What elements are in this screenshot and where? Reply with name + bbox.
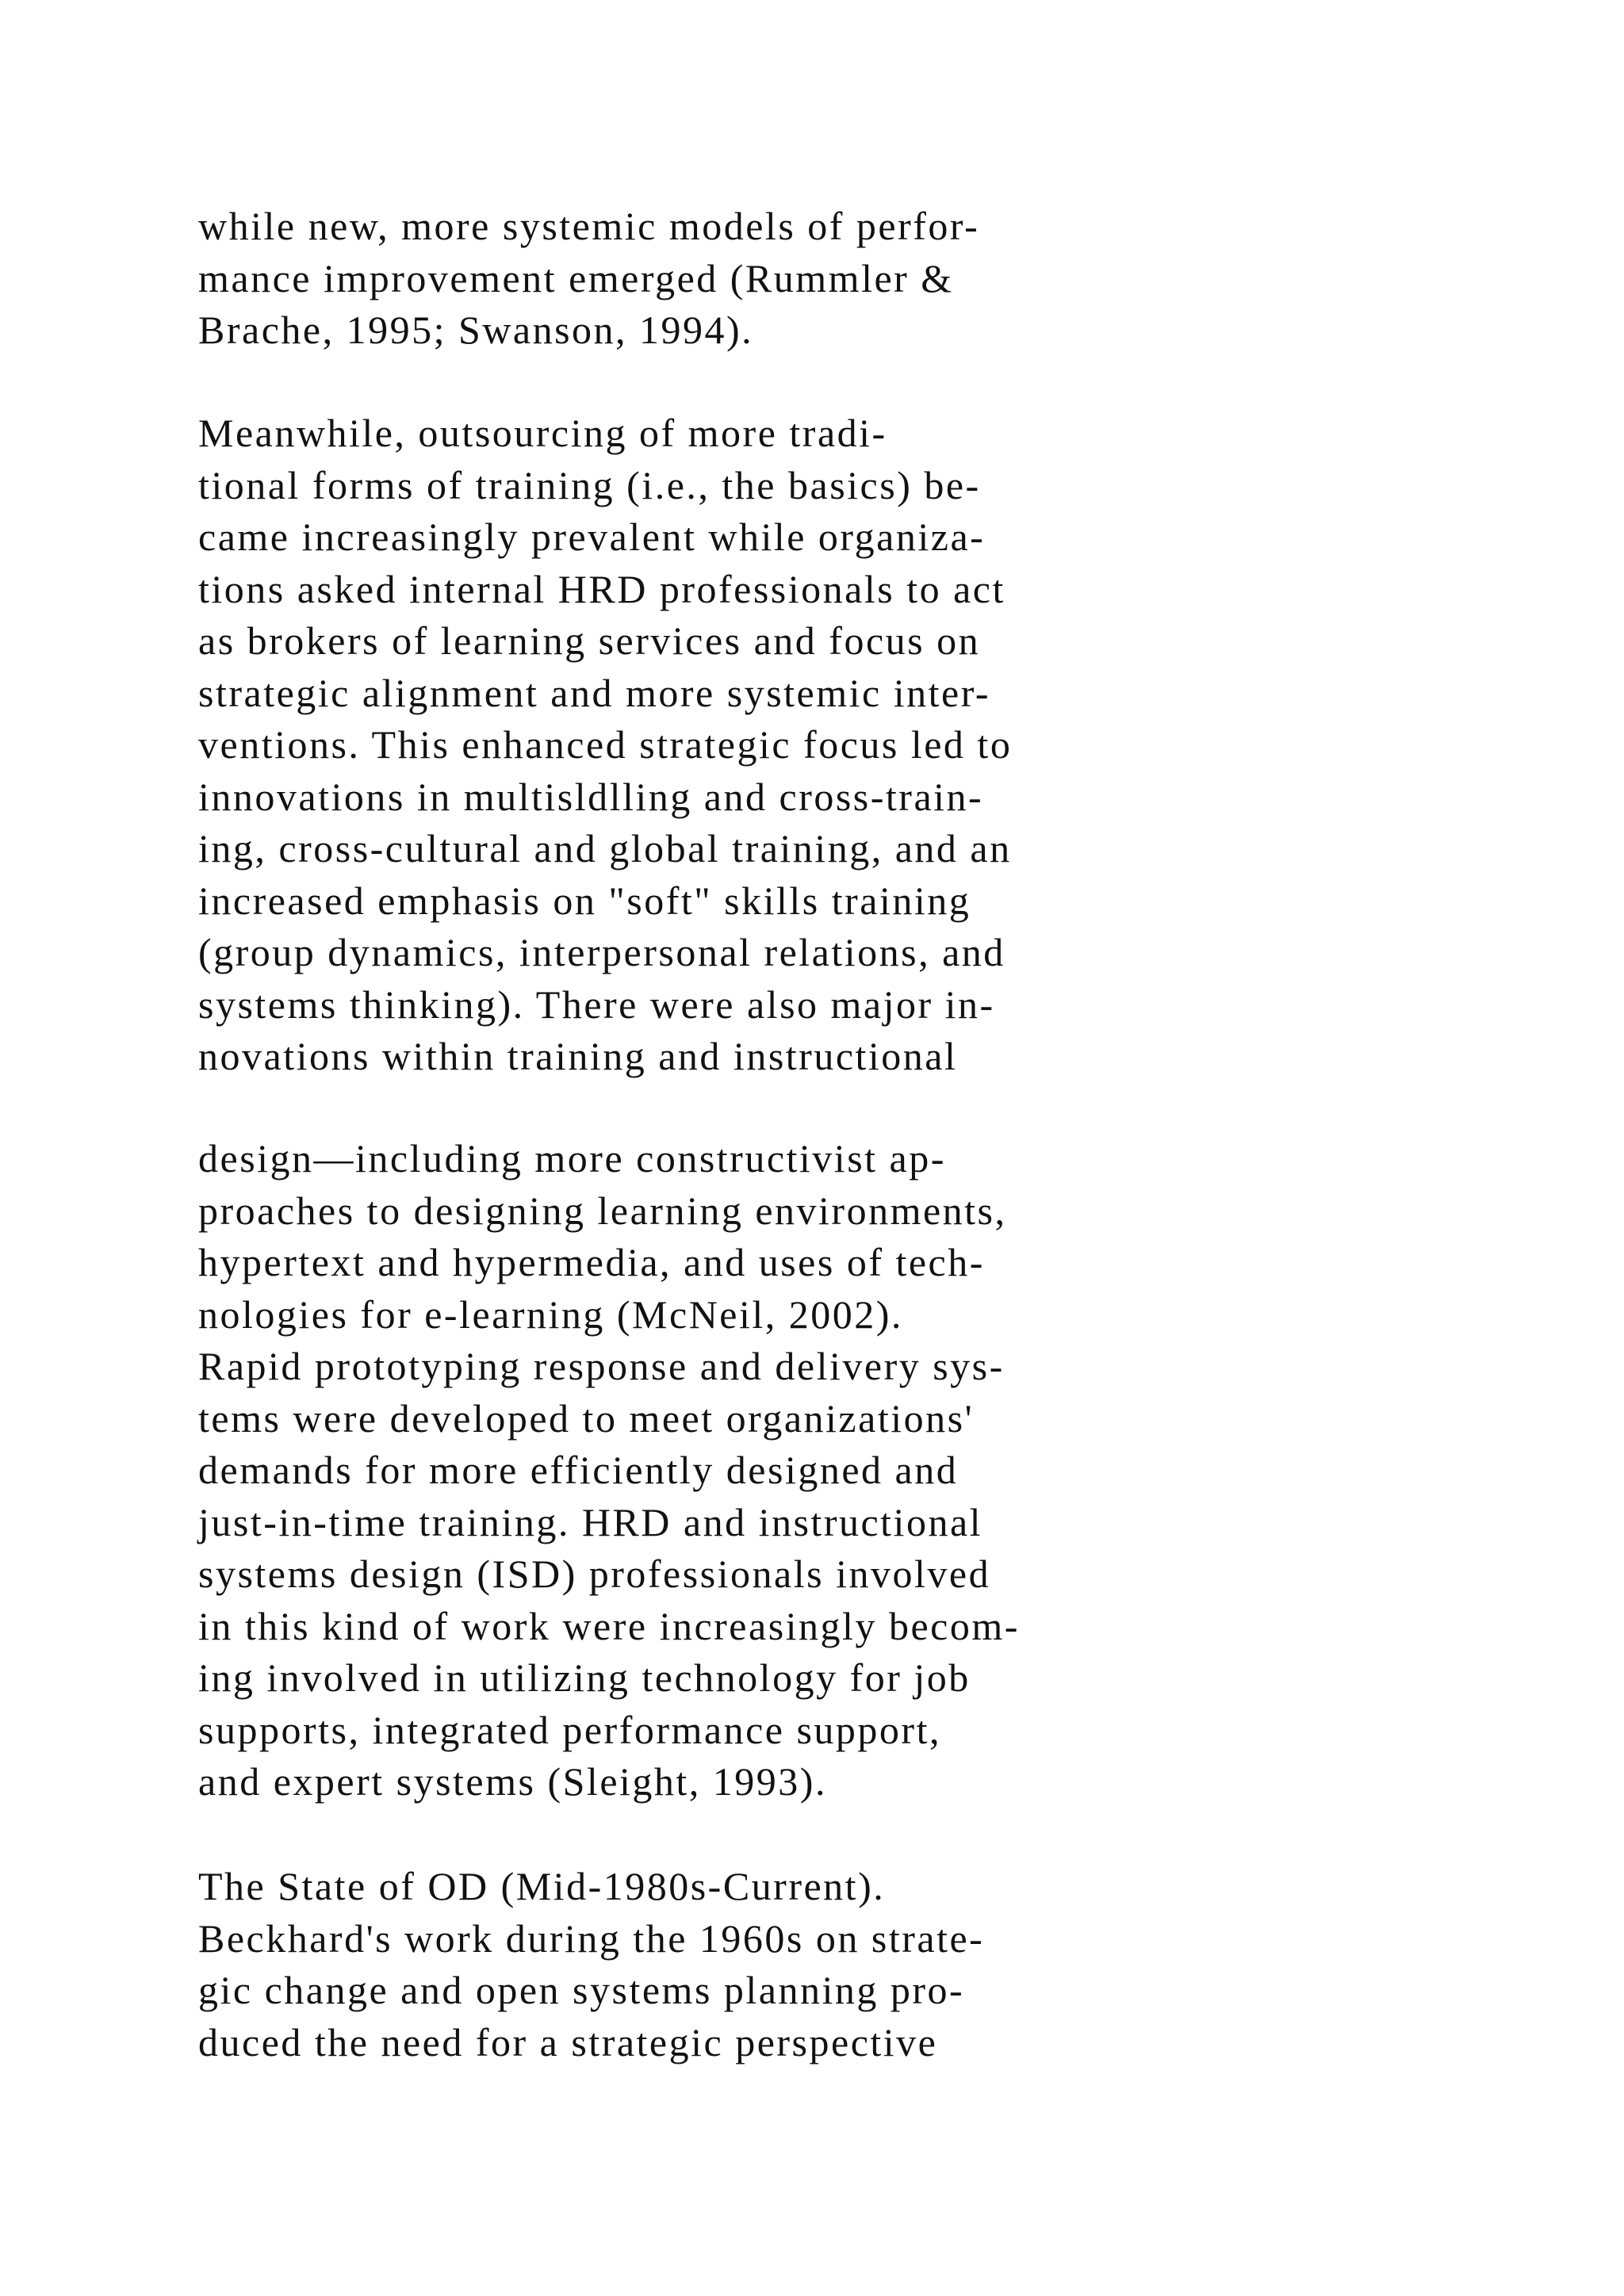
text-line: just-in-time training. HRD and instructional: [198, 1499, 983, 1544]
text-line: systems design (ISD) professionals involved: [198, 1552, 991, 1596]
text-line: supports, integrated performance support,: [198, 1707, 941, 1752]
text-line: came increasingly prevalent while organiza-: [198, 515, 986, 559]
text-line: hypertext and hypermedia, and uses of tech-: [198, 1240, 985, 1284]
paragraph: [198, 1861, 1467, 2068]
text-line: novations within training and instructional: [198, 1034, 958, 1078]
text-line: design—including more constructivist ap-: [198, 1136, 946, 1181]
text-line: proaches to designing learning environments,: [198, 1188, 1007, 1233]
text-line: increased emphasis on "soft" skills training: [198, 878, 971, 923]
text-line: innovations in multisldlling and cross-train-: [198, 774, 984, 819]
text-line: ing involved in utilizing technology for job: [198, 1655, 971, 1700]
text-line: (group dynamics, interpersonal relations, and: [198, 930, 1005, 974]
paragraph: [198, 1133, 1467, 1808]
text-line: ventions. This enhanced strategic focus led to: [198, 722, 1013, 767]
text-line: gic change and open systems planning pro-: [198, 1968, 965, 2012]
text-line: while new, more systemic models of perfor-: [198, 204, 980, 248]
text-line: tems were developed to meet organizations': [198, 1395, 975, 1441]
text-line: nologies for e-learning (McNeil, 2002).: [198, 1292, 903, 1337]
text-line: ing, cross-cultural and global training, and an: [198, 826, 1012, 871]
text-line: in this kind of work were increasingly becom-: [198, 1603, 1020, 1648]
text-line: tions asked internal HRD professionals to act: [198, 566, 1005, 611]
text-line: Meanwhile, outsourcing of more tradi-: [198, 411, 887, 455]
text-line: and expert systems (Sleight, 1993).: [198, 1759, 827, 1804]
text-line: Brache, 1995; Swanson, 1994).: [198, 308, 754, 352]
text-line: as brokers of learning services and focus on: [198, 618, 981, 663]
text-line: Rapid prototyping response and delivery sys-: [198, 1344, 1005, 1388]
text-line: strategic alignment and more systemic inter-: [198, 670, 990, 715]
text-line: systems thinking). There were also major in-: [198, 982, 995, 1027]
text-line: tional forms of training (i.e., the basics) be-: [198, 462, 981, 507]
paragraph: [198, 201, 1467, 357]
text-line: Beckhard's work during the 1960s on strate-: [198, 1915, 985, 1961]
text-line: duced the need for a strategic perspective: [198, 2019, 938, 2064]
paragraph: [198, 408, 1467, 1083]
text-line: mance improvement emerged (Rummler &: [198, 255, 954, 300]
text-line: demands for more efficiently designed and: [198, 1448, 959, 1492]
text-line: The State of OD (Mid-1980s-Current).: [198, 1864, 886, 1908]
